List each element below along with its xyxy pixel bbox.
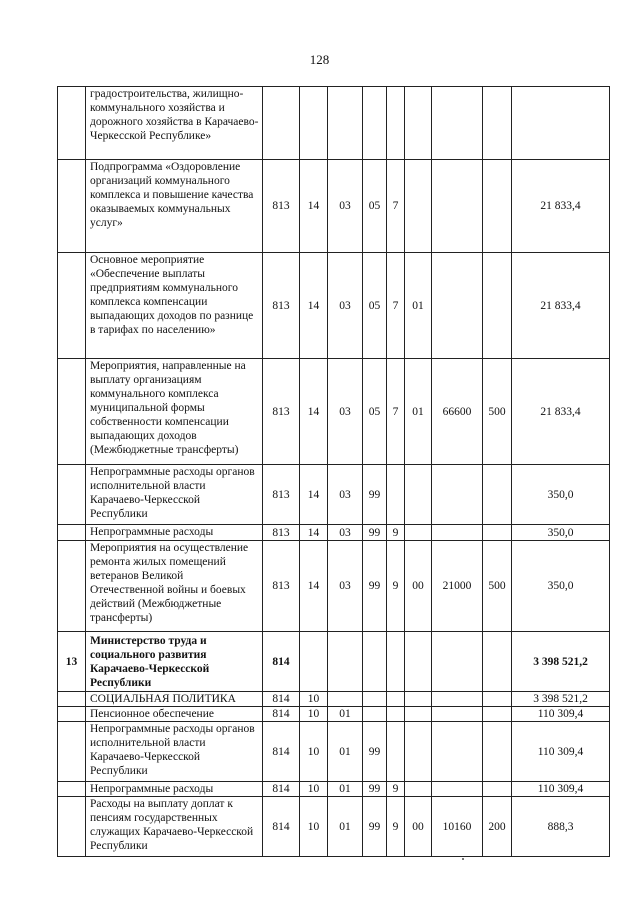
- code-csr-event: [405, 782, 432, 797]
- row-amount: 110 309,4: [512, 707, 610, 722]
- code-vr: 200: [483, 797, 512, 857]
- table-row: [58, 782, 610, 797]
- row-number: [58, 253, 86, 359]
- row-name: Подпрограмма «Оздоровление организаций коммунального комплекса и повышение качества оказываемых коммунальных услуг»: [86, 160, 263, 253]
- code-csr-subprogram: 9: [387, 797, 405, 857]
- code-csr-subprogram: 9: [387, 782, 405, 797]
- code-csr-event: [405, 707, 432, 722]
- table-row: [58, 632, 610, 692]
- code-ved: 813: [263, 359, 300, 465]
- code-pr: 03: [328, 160, 363, 253]
- code-pr: 01: [328, 782, 363, 797]
- code-ved: 814: [263, 722, 300, 782]
- code-pr: [328, 632, 363, 692]
- row-name: Основное мероприятие «Обеспечение выплаты предприятиям коммунального комплекса компенсации выпадающих доходов по разнице в тарифах по населению»: [86, 253, 263, 359]
- code-pr: 03: [328, 525, 363, 541]
- code-csr-program: 05: [363, 160, 387, 253]
- code-ved: 813: [263, 541, 300, 632]
- code-csr-subprogram: [387, 465, 405, 525]
- code-pr: 03: [328, 253, 363, 359]
- code-csr-event: [405, 525, 432, 541]
- code-vr: [483, 692, 512, 707]
- code-rz: 14: [300, 525, 328, 541]
- code-rz: [300, 87, 328, 160]
- row-name: Непрограммные расходы: [86, 782, 263, 797]
- row-number: [58, 359, 86, 465]
- code-csr-program: 99: [363, 797, 387, 857]
- code-csr-event: [405, 692, 432, 707]
- code-vr: 500: [483, 541, 512, 632]
- code-ved: 814: [263, 692, 300, 707]
- code-pr: [328, 692, 363, 707]
- row-name: градостроительства, жилищно-коммунального хозяйства и дорожного хозяйства в Карачаево-Черкесской Республике»: [86, 87, 263, 160]
- code-rz: 10: [300, 707, 328, 722]
- row-amount: 21 833,4: [512, 160, 610, 253]
- table-row: [58, 722, 610, 782]
- row-name: Непрограммные расходы: [86, 525, 263, 541]
- code-rz: 14: [300, 253, 328, 359]
- table-row: [58, 160, 610, 253]
- code-vr: [483, 707, 512, 722]
- code-csr-program: 99: [363, 525, 387, 541]
- code-rz: 14: [300, 160, 328, 253]
- row-number: [58, 87, 86, 160]
- row-number: 13: [58, 632, 86, 692]
- table-row: [58, 692, 610, 707]
- table-row: [58, 541, 610, 632]
- code-pr: 03: [328, 465, 363, 525]
- scan-mark: [462, 858, 464, 860]
- code-rz: 14: [300, 541, 328, 632]
- row-name: Министерство труда и социального развития Карачаево-Черкесской Республики: [86, 632, 263, 692]
- code-csr-program: 05: [363, 253, 387, 359]
- row-amount: 3 398 521,2: [512, 632, 610, 692]
- code-csr-direction: [432, 632, 483, 692]
- code-csr-direction: [432, 707, 483, 722]
- code-vr: [483, 160, 512, 253]
- row-number: [58, 465, 86, 525]
- row-name: СОЦИАЛЬНАЯ ПОЛИТИКА: [86, 692, 263, 707]
- code-vr: [483, 525, 512, 541]
- row-name: Пенсионное обеспечение: [86, 707, 263, 722]
- code-vr: [483, 782, 512, 797]
- row-name: Непрограммные расходы органов исполнительной власти Карачаево-Черкесской Республики: [86, 465, 263, 525]
- code-ved: 813: [263, 465, 300, 525]
- code-csr-program: [363, 632, 387, 692]
- code-csr-subprogram: [387, 692, 405, 707]
- code-csr-program: 99: [363, 782, 387, 797]
- code-csr-event: [405, 722, 432, 782]
- row-amount: 110 309,4: [512, 722, 610, 782]
- code-csr-event: [405, 465, 432, 525]
- row-amount: 3 398 521,2: [512, 692, 610, 707]
- code-ved: 813: [263, 253, 300, 359]
- code-ved: 814: [263, 707, 300, 722]
- code-csr-subprogram: [387, 87, 405, 160]
- code-csr-subprogram: 7: [387, 253, 405, 359]
- code-csr-event: [405, 87, 432, 160]
- row-name: Мероприятия на осуществление ремонта жилых помещений ветеранов Великой Отечественной войны и боевых действий (Межбюджетные трансферты): [86, 541, 263, 632]
- code-rz: [300, 632, 328, 692]
- code-pr: 03: [328, 541, 363, 632]
- code-csr-event: 01: [405, 359, 432, 465]
- code-rz: 10: [300, 722, 328, 782]
- code-rz: 14: [300, 465, 328, 525]
- table-body: [58, 87, 610, 857]
- code-vr: [483, 465, 512, 525]
- code-csr-direction: [432, 253, 483, 359]
- code-vr: [483, 722, 512, 782]
- code-rz: 10: [300, 797, 328, 857]
- code-ved: [263, 87, 300, 160]
- row-number: [58, 797, 86, 857]
- code-rz: 14: [300, 359, 328, 465]
- code-csr-program: [363, 87, 387, 160]
- table-row: [58, 87, 610, 160]
- row-number: [58, 525, 86, 541]
- code-csr-event: [405, 160, 432, 253]
- code-csr-program: 99: [363, 465, 387, 525]
- code-ved: 814: [263, 632, 300, 692]
- row-amount: [512, 87, 610, 160]
- code-csr-direction: [432, 465, 483, 525]
- code-csr-subprogram: 9: [387, 541, 405, 632]
- code-csr-direction: 21000: [432, 541, 483, 632]
- code-vr: [483, 87, 512, 160]
- code-pr: 01: [328, 722, 363, 782]
- code-ved: 814: [263, 782, 300, 797]
- table-row: [58, 525, 610, 541]
- row-amount: 110 309,4: [512, 782, 610, 797]
- code-pr: [328, 87, 363, 160]
- code-csr-program: [363, 707, 387, 722]
- code-csr-direction: [432, 722, 483, 782]
- row-number: [58, 707, 86, 722]
- code-csr-event: 00: [405, 797, 432, 857]
- row-amount: 350,0: [512, 525, 610, 541]
- row-name: Мероприятия, направленные на выплату организациям коммунального комплекса муниципальной формы собственности компенсации выпадающих доходов (Межбюджетные трансферты): [86, 359, 263, 465]
- row-number: [58, 722, 86, 782]
- code-csr-direction: [432, 692, 483, 707]
- code-csr-direction: [432, 87, 483, 160]
- code-csr-direction: [432, 782, 483, 797]
- code-csr-subprogram: [387, 722, 405, 782]
- row-name: Расходы на выплату доплат к пенсиям государственных служащих Карачаево-Черкесской Республики: [86, 797, 263, 857]
- row-amount: 350,0: [512, 465, 610, 525]
- code-csr-program: 05: [363, 359, 387, 465]
- row-number: [58, 692, 86, 707]
- code-vr: 500: [483, 359, 512, 465]
- code-pr: 01: [328, 707, 363, 722]
- code-csr-subprogram: 9: [387, 525, 405, 541]
- row-amount: 21 833,4: [512, 359, 610, 465]
- code-csr-direction: 66600: [432, 359, 483, 465]
- code-pr: 03: [328, 359, 363, 465]
- table-row: [58, 359, 610, 465]
- row-name: Непрограммные расходы органов исполнительной власти Карачаево-Черкесской Республики: [86, 722, 263, 782]
- code-rz: 10: [300, 782, 328, 797]
- code-csr-subprogram: [387, 632, 405, 692]
- row-number: [58, 541, 86, 632]
- code-csr-event: 01: [405, 253, 432, 359]
- row-amount: 350,0: [512, 541, 610, 632]
- code-rz: 10: [300, 692, 328, 707]
- table-row: [58, 797, 610, 857]
- table-row: [58, 465, 610, 525]
- code-csr-direction: [432, 525, 483, 541]
- code-csr-program: [363, 692, 387, 707]
- row-amount: 21 833,4: [512, 253, 610, 359]
- code-csr-direction: [432, 160, 483, 253]
- row-number: [58, 160, 86, 253]
- table-row: [58, 707, 610, 722]
- code-csr-program: 99: [363, 541, 387, 632]
- code-csr-subprogram: [387, 707, 405, 722]
- code-pr: 01: [328, 797, 363, 857]
- code-csr-subprogram: 7: [387, 160, 405, 253]
- code-ved: 813: [263, 160, 300, 253]
- row-amount: 888,3: [512, 797, 610, 857]
- code-csr-event: [405, 632, 432, 692]
- table-row: [58, 253, 610, 359]
- code-vr: [483, 253, 512, 359]
- code-csr-direction: 10160: [432, 797, 483, 857]
- code-csr-program: 99: [363, 722, 387, 782]
- code-ved: 814: [263, 797, 300, 857]
- code-vr: [483, 632, 512, 692]
- code-csr-subprogram: 7: [387, 359, 405, 465]
- code-ved: 813: [263, 525, 300, 541]
- page-number: 128: [309, 52, 330, 67]
- row-number: [58, 782, 86, 797]
- budget-table: [57, 86, 610, 857]
- code-csr-event: 00: [405, 541, 432, 632]
